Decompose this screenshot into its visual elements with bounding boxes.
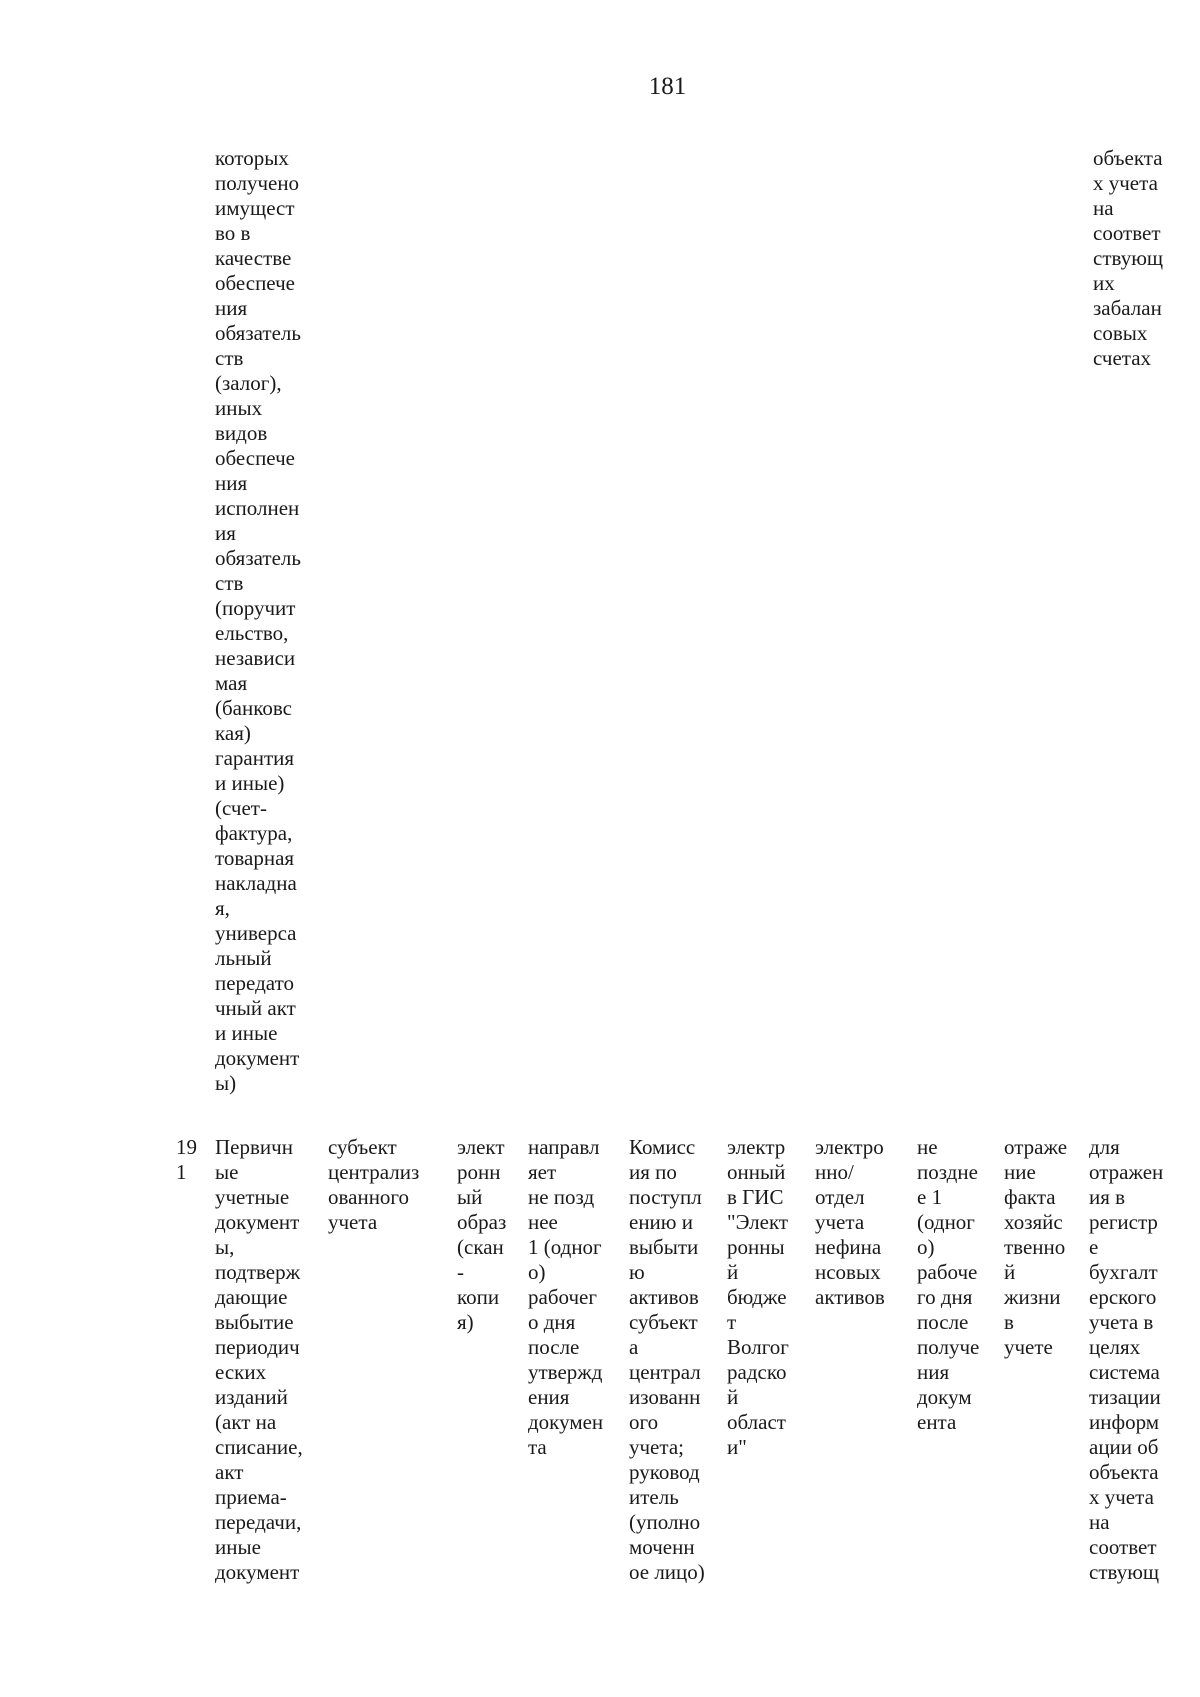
cell-line: и иные) <box>215 771 285 795</box>
cell-line: учете <box>1004 1335 1053 1359</box>
cell-line: электро <box>815 1135 884 1159</box>
cell-line: получено <box>215 171 300 195</box>
cell-line: (одног <box>917 1210 975 1234</box>
cell-line: кая) <box>215 721 251 745</box>
cell-line: акт <box>215 1460 244 1484</box>
cell-line: универса <box>215 921 297 945</box>
cell-line: (счет- <box>215 796 267 820</box>
cell-line: ю <box>629 1260 645 1284</box>
cell-line: подтверж <box>215 1260 301 1284</box>
cell-line: забалан <box>1093 296 1162 320</box>
cell-line: учета в <box>1089 1310 1154 1334</box>
cell-line: исполнен <box>215 496 300 520</box>
cell-line: дающие <box>215 1285 288 1309</box>
cell-line: документ <box>215 1046 300 1070</box>
cell-line: ствующ <box>1089 1560 1160 1584</box>
cell-line: качестве <box>215 246 292 270</box>
cell-line: (уполно <box>629 1510 701 1534</box>
purpose-cell <box>1089 1135 1163 1585</box>
cell-line: Первичн <box>215 1135 293 1159</box>
cell-line: ия в <box>1089 1185 1126 1209</box>
cell-line: (скан <box>457 1235 504 1259</box>
format-cell <box>457 1135 506 1335</box>
system-cell <box>727 1135 789 1460</box>
cell-line: счетах <box>1093 346 1152 370</box>
cell-line: (акт на <box>215 1410 277 1434</box>
cell-line: ации об <box>1089 1435 1159 1459</box>
cell-line: на <box>1089 1510 1110 1534</box>
responsible-cell <box>629 1135 705 1585</box>
cell-line: приема- <box>215 1485 287 1509</box>
cell-line: чный акт <box>215 996 296 1020</box>
cell-line: ению и <box>629 1210 693 1234</box>
cell-line: отраже <box>1004 1135 1068 1159</box>
cell-line: и иные <box>215 1021 278 1045</box>
cell-line: рабочег <box>528 1285 597 1309</box>
cell-line: й <box>727 1260 739 1284</box>
cell-line: я, <box>215 896 230 920</box>
cell-line: ния <box>917 1360 950 1384</box>
cell-line: обеспече <box>215 271 295 295</box>
cell-line: о дня <box>528 1310 576 1334</box>
cell-line: итель <box>629 1485 679 1509</box>
cell-line: объекта <box>1089 1460 1159 1484</box>
cell-line: изданий <box>215 1385 288 1409</box>
cell-line: ние <box>1004 1160 1036 1184</box>
cell-line: нефина <box>815 1235 882 1259</box>
cell-line: которых <box>215 146 289 170</box>
cell-line: во в <box>215 221 251 245</box>
cell-line: ств <box>215 571 244 595</box>
cell-line: е <box>1089 1235 1099 1259</box>
cell-line: в ГИС <box>727 1185 784 1209</box>
cell-line: ы) <box>215 1071 237 1095</box>
cell-line: иных <box>215 396 263 420</box>
cell-line: ое лицо) <box>629 1560 705 1584</box>
cell-line: соответ <box>1093 221 1161 245</box>
cell-line: активов <box>815 1285 885 1309</box>
cell-line: радско <box>727 1360 787 1384</box>
cell-line: их <box>1093 271 1115 295</box>
cell-line: ы, <box>215 1235 235 1259</box>
cell-line: независи <box>215 646 296 670</box>
cell-line: товарная <box>215 846 295 870</box>
cell-line: жизни <box>1004 1285 1061 1309</box>
cell-line: выбыти <box>629 1235 699 1259</box>
cell-line: т <box>727 1310 737 1334</box>
cell-line: гарантия <box>215 746 295 770</box>
deadline-cell <box>528 1135 603 1460</box>
continuation-purpose-cell <box>1093 146 1163 371</box>
cell-line: накладна <box>215 871 297 895</box>
cell-line: докумен <box>528 1410 604 1434</box>
cell-line: электр <box>727 1135 786 1159</box>
cell-line: обязатель <box>215 546 301 570</box>
cell-line: после <box>917 1310 969 1334</box>
cell-line: отражен <box>1089 1160 1164 1184</box>
cell-line: й <box>1004 1260 1016 1284</box>
cell-line: передато <box>215 971 294 995</box>
cell-line: субъект <box>629 1310 698 1334</box>
cell-line: ого <box>629 1410 659 1434</box>
cell-line: централиз <box>328 1160 420 1184</box>
cell-line: руковод <box>629 1460 700 1484</box>
cell-line: не <box>917 1135 938 1159</box>
cell-line: о) <box>528 1260 546 1284</box>
cell-line: 1 <box>176 1160 187 1184</box>
cell-line: поступл <box>629 1185 702 1209</box>
cell-line: ерского <box>1089 1285 1157 1309</box>
cell-line: е 1 <box>917 1185 943 1209</box>
cell-line: образ <box>457 1210 507 1234</box>
cell-line: утвержд <box>528 1360 603 1384</box>
cell-line: а <box>629 1335 639 1359</box>
cell-line: в <box>1004 1310 1014 1334</box>
cell-line: льный <box>215 946 272 970</box>
cell-line: документ <box>215 1560 300 1584</box>
cell-line: субъект <box>328 1135 397 1159</box>
action-cell <box>1004 1135 1067 1360</box>
cell-line: Волгог <box>727 1335 789 1359</box>
cell-line: ия по <box>629 1160 677 1184</box>
cell-line: объекта <box>1093 146 1163 170</box>
cell-line: изованн <box>629 1385 701 1409</box>
cell-line: ронны <box>727 1235 785 1259</box>
cell-line: - <box>457 1260 464 1284</box>
cell-line: ованного <box>328 1185 410 1209</box>
cell-line: рабоче <box>917 1260 978 1284</box>
cell-line: система <box>1089 1360 1160 1384</box>
cell-line: мая <box>215 671 248 695</box>
cell-line: 19 <box>176 1135 197 1159</box>
cell-line: ронн <box>457 1160 501 1184</box>
cell-line: имущест <box>215 196 295 220</box>
cell-line: регистр <box>1089 1210 1158 1234</box>
cell-line: видов <box>215 421 268 445</box>
recipient-cell <box>815 1135 885 1310</box>
cell-line: хозяйс <box>1004 1210 1063 1234</box>
cell-line: совых <box>1093 321 1148 345</box>
cell-line: централ <box>629 1360 701 1384</box>
cell-line: твенно <box>1004 1235 1066 1259</box>
cell-line: целях <box>1089 1335 1141 1359</box>
cell-line: списание, <box>215 1435 303 1459</box>
cell-line: и" <box>727 1435 747 1459</box>
cell-line: отдел <box>815 1185 865 1209</box>
cell-line: учета <box>328 1210 378 1234</box>
cell-line: обеспече <box>215 446 295 470</box>
cell-line: нсовых <box>815 1260 881 1284</box>
cell-line: ые <box>215 1160 239 1184</box>
cell-line: передачи, <box>215 1510 302 1534</box>
cell-line: област <box>727 1410 786 1434</box>
cell-line: поздне <box>917 1160 978 1184</box>
cell-line: докум <box>917 1385 972 1409</box>
cell-line: ств <box>215 346 244 370</box>
cell-line: (поручит <box>215 596 296 620</box>
cell-line: обязатель <box>215 321 301 345</box>
cell-line: не позд <box>528 1185 595 1209</box>
cell-line: после <box>528 1335 580 1359</box>
cell-line: учетные <box>215 1185 290 1209</box>
cell-line: (банковс <box>215 696 292 720</box>
cell-line: ствующ <box>1093 246 1164 270</box>
cell-line: (залог), <box>215 371 282 395</box>
cell-line: о) <box>917 1235 935 1259</box>
cell-line: периодич <box>215 1335 300 1359</box>
cell-line: факта <box>1004 1185 1056 1209</box>
cell-line: активов <box>629 1285 699 1309</box>
row-number-cell <box>176 1135 197 1185</box>
cell-line: й <box>727 1385 739 1409</box>
cell-line: документ <box>215 1210 300 1234</box>
cell-line: Комисс <box>629 1135 696 1159</box>
cell-line: ента <box>917 1410 957 1434</box>
cell-line: ния <box>215 471 248 495</box>
cell-line: бюдже <box>727 1285 787 1309</box>
document-cell <box>215 1135 303 1585</box>
cell-line: элект <box>457 1135 505 1159</box>
cell-line: бухгалт <box>1089 1260 1158 1284</box>
creator-cell <box>328 1135 419 1235</box>
cell-line: ельство, <box>215 621 289 645</box>
cell-line: информ <box>1089 1410 1160 1434</box>
cell-line: ния <box>215 296 248 320</box>
cell-line: та <box>528 1435 547 1459</box>
cell-line: го дня <box>917 1285 973 1309</box>
cell-line: тизации <box>1089 1385 1161 1409</box>
cell-line: моченн <box>629 1535 695 1559</box>
continuation-document-cell <box>215 146 301 1096</box>
cell-line: иные <box>215 1535 261 1559</box>
cell-line: для <box>1089 1135 1120 1159</box>
cell-line: получе <box>917 1335 980 1359</box>
cell-line: ый <box>457 1185 483 1209</box>
cell-line: онный <box>727 1160 786 1184</box>
cell-line: учета <box>815 1210 865 1234</box>
cell-line: фактура, <box>215 821 293 845</box>
cell-line: соответ <box>1089 1535 1157 1559</box>
cell-line: выбытие <box>215 1310 294 1334</box>
cell-line: нно/ <box>815 1160 854 1184</box>
receive-deadline-cell <box>917 1135 979 1435</box>
cell-line: направл <box>528 1135 600 1159</box>
cell-line: х учета <box>1093 171 1158 195</box>
cell-line: яет <box>528 1160 557 1184</box>
cell-line: ения <box>528 1385 570 1409</box>
cell-line: ия <box>215 521 236 545</box>
cell-line: я) <box>457 1310 474 1334</box>
cell-line: учета; <box>629 1435 684 1459</box>
cell-line: 1 (одног <box>528 1235 602 1259</box>
cell-line: "Элект <box>727 1210 789 1234</box>
cell-line: копи <box>457 1285 500 1309</box>
cell-line: нее <box>528 1210 558 1234</box>
cell-line: на <box>1093 196 1114 220</box>
page-number: 181 <box>648 73 687 100</box>
cell-line: еских <box>215 1360 267 1384</box>
cell-line: х учета <box>1089 1485 1154 1509</box>
